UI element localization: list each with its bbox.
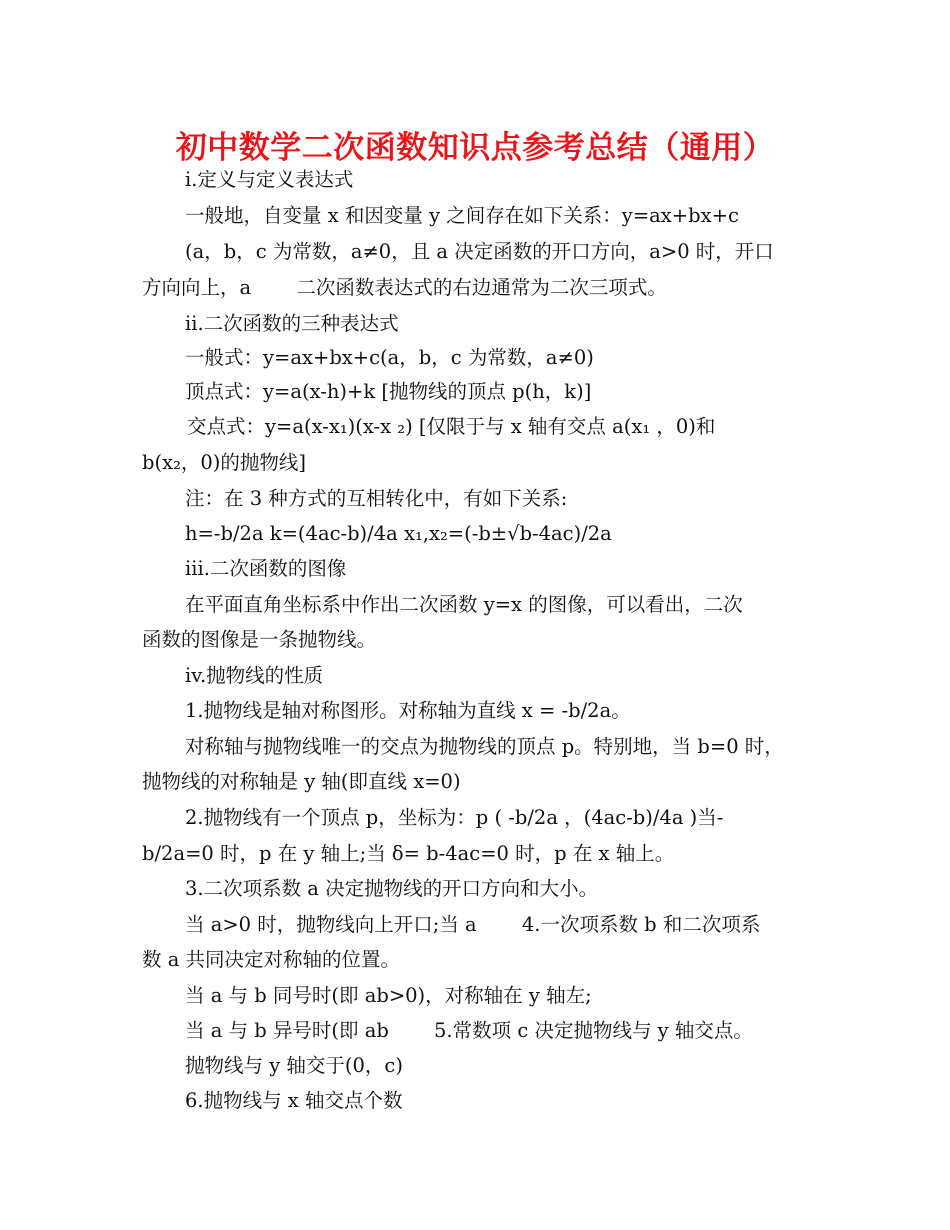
paragraph-line: 一般地，自变量 x 和因变量 y 之间存在如下关系：y=ax+bx+c bbox=[185, 204, 739, 227]
paragraph-line: 交点式：y=a(x-x₁)(x-x ₂) [仅限于与 x 轴有交点 a(x₁ ，0)和 bbox=[187, 415, 716, 438]
paragraph-line: 1.抛物线是轴对称图形。对称轴为直线 x = -b/2a。 bbox=[185, 699, 631, 722]
paragraph-line: 当 a>0 时，抛物线向上开口;当 a 4.一次项系数 b 和二次项系 bbox=[185, 913, 761, 936]
paragraph-line: 6.抛物线与 x 轴交点个数 bbox=[185, 1089, 403, 1112]
document-title: 初中数学二次函数知识点参考总结（通用） bbox=[175, 130, 775, 166]
paragraph-line: 方向向上，a 二次函数表达式的右边通常为二次三项式。 bbox=[142, 276, 667, 299]
formula-line: h=-b/2a k=(4ac-b)/4a x₁,x₂=(-b±√b-4ac)/2a bbox=[185, 522, 612, 545]
section-heading-properties: iv.抛物线的性质 bbox=[185, 664, 324, 687]
paragraph-line: 在平面直角坐标系中作出二次函数 y=x 的图像，可以看出，二次 bbox=[185, 593, 743, 616]
paragraph-line: 2.抛物线有一个顶点 p，坐标为：p ( -b/2a ，(4ac-b)/4a )当- bbox=[185, 806, 724, 829]
paragraph-line: 抛物线的对称轴是 y 轴(即直线 x=0) bbox=[142, 770, 461, 793]
section-heading-three-forms: ii.二次函数的三种表达式 bbox=[185, 312, 399, 335]
paragraph-line: b(x₂，0)的抛物线] bbox=[142, 451, 307, 474]
paragraph-line: (a，b，c 为常数，a≠0，且 a 决定函数的开口方向，a>0 时，开口 bbox=[185, 240, 774, 263]
section-heading-definition: i.定义与定义表达式 bbox=[185, 168, 354, 191]
paragraph-line: 当 a 与 b 异号时(即 ab 5.常数项 c 决定抛物线与 y 轴交点。 bbox=[185, 1019, 753, 1042]
paragraph-line: 当 a 与 b 同号时(即 ab>0)，对称轴在 y 轴左; bbox=[185, 984, 592, 1007]
paragraph-line: 数 a 共同决定对称轴的位置。 bbox=[142, 948, 401, 971]
paragraph-line: 注：在 3 种方式的互相转化中，有如下关系: bbox=[185, 487, 568, 510]
paragraph-line: 函数的图像是一条抛物线。 bbox=[142, 628, 377, 651]
paragraph-line: 对称轴与抛物线唯一的交点为抛物线的顶点 p。特别地，当 b=0 时， bbox=[185, 735, 784, 758]
paragraph-line: 顶点式：y=a(x-h)+k [抛物线的顶点 p(h，k)] bbox=[185, 380, 592, 403]
paragraph-line: b/2a=0 时，p 在 y 轴上;当 δ= b-4ac=0 时，p 在 x 轴上。 bbox=[142, 842, 675, 865]
paragraph-line: 一般式：y=ax+bx+c(a，b，c 为常数，a≠0) bbox=[185, 346, 594, 369]
paragraph-line: 抛物线与 y 轴交于(0，c) bbox=[185, 1054, 403, 1077]
paragraph-line: 3.二次项系数 a 决定抛物线的开口方向和大小。 bbox=[185, 877, 599, 900]
section-heading-graph: iii.二次函数的图像 bbox=[185, 557, 347, 580]
